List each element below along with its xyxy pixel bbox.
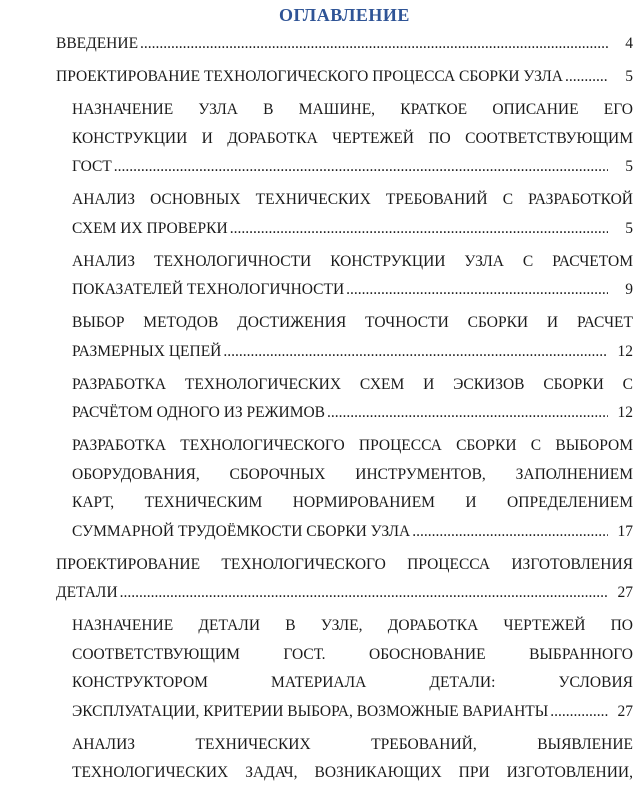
toc-entry-line: НАЗНАЧЕНИЕ УЗЛА В МАШИНЕ, КРАТКОЕ ОПИСАНИЕ ЕГО [72,101,633,118]
toc-entry[interactable] [56,432,633,546]
toc-entry-text: ГОСТ [72,158,112,175]
toc-entry-text: ЭКСПЛУАТАЦИИ, КРИТЕРИИ ВЫБОРА, ВОЗМОЖНЫЕ ВАРИАНТЫ [72,702,549,720]
toc-entry-lastline [72,153,633,182]
toc-entry-line: СООТВЕТСТВУЮЩИМ ГОСТ. ОБОСНОВАНИЕ ВЫБРАННОГО [72,645,633,663]
toc-entry-lastline [72,698,633,727]
toc-entry-lastline [72,215,633,244]
toc-entry[interactable] [56,551,633,608]
dot-leader [344,276,608,305]
dot-leader [138,30,608,59]
dot-leader [325,399,608,428]
page-number: 27 [617,702,633,720]
page-number: 5 [625,219,633,237]
toc-entry-line: АНАЛИЗ ТЕХНИЧЕСКИХ ТРЕБОВАНИЙ, ВЫЯВЛЕНИЕ [72,735,633,753]
toc-entry[interactable] [56,248,633,305]
page-number: 17 [617,522,633,540]
toc-entry[interactable] [56,371,633,428]
toc-entry-lastline [56,30,633,59]
toc-entry-text: РАЗМЕРНЫХ ЦЕПЕЙ [72,342,222,360]
toc-entry[interactable] [56,731,633,788]
toc-entry-line: ВЫБОР МЕТОДОВ ДОСТИЖЕНИЯ ТОЧНОСТИ СБОРКИ И РАСЧЕТ [72,314,633,331]
dot-leader [563,63,608,92]
page-number: 5 [625,158,633,175]
toc-entry-text: ПОКАЗАТЕЛЕЙ ТЕХНОЛОГИЧНОСТИ [72,281,345,298]
toc-entry[interactable] [56,309,633,366]
dot-leader [221,338,608,367]
page-number: 4 [625,35,633,52]
page-number: 5 [625,68,633,85]
toc-entry[interactable] [56,63,633,92]
toc-entry-line: НАЗНАЧЕНИЕ ДЕТАЛИ В УЗЛЕ, ДОРАБОТКА ЧЕРТЕЖЕЙ ПО [72,617,633,634]
page-number: 9 [625,281,633,298]
toc-entry-lastline [56,579,633,608]
toc-title: ОГЛАВЛЕНИЕ [279,5,410,25]
toc-entry-line: АНАЛИЗ ТЕХНОЛОГИЧНОСТИ КОНСТРУКЦИИ УЗЛА С РАСЧЕТОМ [72,252,633,270]
dot-leader [548,698,608,727]
toc-entry-lastline [72,276,633,305]
toc-entry-line: ПРОЕКТИРОВАНИЕ ТЕХНОЛОГИЧЕСКОГО ПРОЦЕССА ИЗГОТОВЛЕНИЯ [56,555,633,573]
toc-entry-line: КОНСТРУКТОРОМ МАТЕРИАЛА ДЕТАЛИ: УСЛОВИЯ [72,674,633,691]
toc-entry-line: КОНСТРУКЦИИ И ДОРАБОТКА ЧЕРТЕЖЕЙ ПО СООТВЕТСТВУЮЩИМ [72,129,633,147]
toc-entry-line: ТЕХНОЛОГИЧЕСКИХ ЗАДАЧ, ВОЗНИКАЮЩИХ ПРИ ИЗГОТОВЛЕНИИ, [72,764,633,781]
dot-leader [410,518,608,547]
toc-entry-line: КАРТ, ТЕХНИЧЕСКИМ НОРМИРОВАНИЕМ И ОПРЕДЕЛЕНИЕМ [72,494,633,511]
dot-leader [118,579,608,608]
page-number: 12 [617,404,633,421]
page-number: 27 [617,584,633,601]
toc-entry-lastline [72,399,633,428]
toc-entry-text: СУММАРНОЙ ТРУДОЁМКОСТИ СБОРКИ УЗЛА [72,522,411,540]
toc-entry-line: АНАЛИЗ ОСНОВНЫХ ТЕХНИЧЕСКИХ ТРЕБОВАНИЙ С РАЗРАБОТКОЙ [72,191,633,208]
toc-entry[interactable] [56,186,633,243]
toc-entry-text: ВВЕДЕНИЕ [56,35,139,52]
toc-entry-line: ОБОРУДОВАНИЯ, СБОРОЧНЫХ ИНСТРУМЕНТОВ, ЗАПОЛНЕНИЕМ [72,465,633,483]
toc-entry[interactable] [56,96,633,182]
toc-entries [56,30,633,788]
toc-entry-lastline [72,518,633,547]
toc-entry-text: ПРОЕКТИРОВАНИЕ ТЕХНОЛОГИЧЕСКОГО ПРОЦЕССА СБОРКИ УЗЛА [56,68,563,85]
page-number: 12 [617,342,633,360]
toc-entry-text: РАСЧЁТОМ ОДНОГО ИЗ РЕЖИМОВ [72,404,326,421]
toc-entry-lastline [72,338,633,367]
toc-entry-line: РАЗРАБОТКА ТЕХНОЛОГИЧЕСКИХ СХЕМ И ЭСКИЗОВ СБОРКИ С [72,375,633,393]
toc-entry-text: ДЕТАЛИ [56,584,118,601]
dot-leader [112,153,608,182]
dot-leader [228,215,608,244]
toc-entry-text: СХЕМ ИХ ПРОВЕРКИ [72,219,228,237]
toc-entry-line: РАЗРАБОТКА ТЕХНОЛОГИЧЕСКОГО ПРОЦЕССА СБОРКИ С ВЫБОРОМ [72,437,633,454]
toc-entry[interactable] [56,30,633,59]
toc-entry-lastline [56,63,633,92]
toc-entry[interactable] [56,612,633,726]
